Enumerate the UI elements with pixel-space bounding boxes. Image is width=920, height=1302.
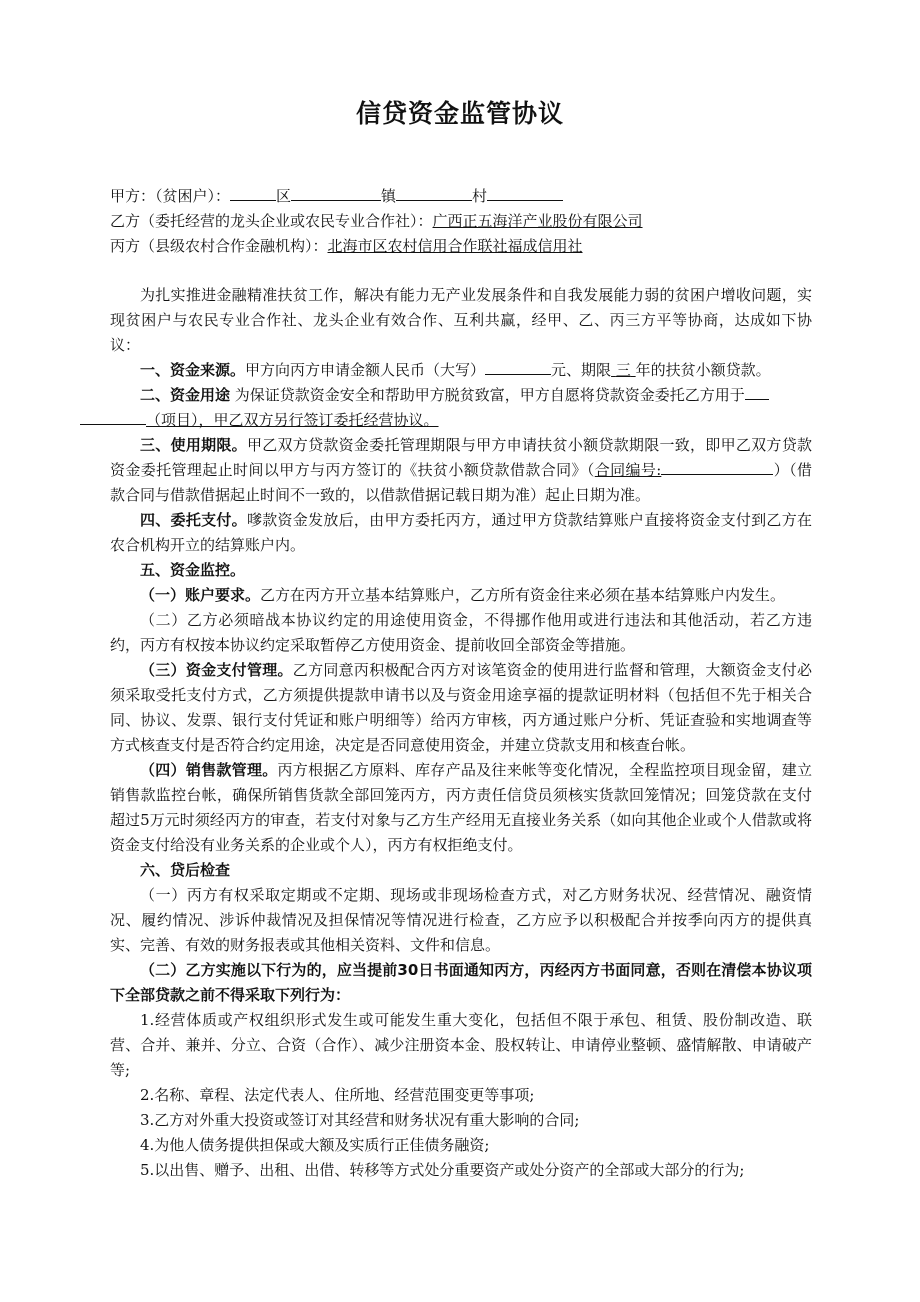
section-1-heading: 一、资金来源。 (140, 361, 246, 379)
agreement-body (110, 283, 812, 1183)
section-3-heading: 三、使用期限。 (140, 436, 247, 454)
party-bing-value: 北海市区农村信用合作联社福成信用社 (327, 237, 583, 255)
amount-blank (485, 358, 551, 375)
section-5-clause-1 (110, 583, 812, 608)
project-blank-1 (745, 383, 769, 400)
clause-1-text: 乙方在丙方开立基本结算账户，乙方所有资金往来必须在基本结算账户内发生。 (260, 586, 786, 604)
list-item: 3.乙方对外重大投资或签订对其经营和财务状况有重大影响的合同; (140, 1111, 580, 1129)
page-title: 信贷资金监管协议 (355, 99, 564, 128)
project-blank-2 (80, 408, 146, 425)
section-4 (110, 508, 812, 558)
section-2-project: （项目），甲乙双方另行签订委托经营协议。 (146, 411, 439, 429)
contract-number-blank (661, 458, 757, 475)
section-5-clause-4 (110, 758, 812, 858)
section-4-heading: 四、委托支付。 (140, 511, 247, 529)
party-yi-value: 广西正五海洋产业股份有限公司 (432, 212, 643, 230)
list-item: 4.为他人债务提供担保或大额及实质行正佳债务融资; (140, 1136, 490, 1154)
section-6-heading: 六、贷后检查 (140, 861, 231, 879)
village-name-blank (396, 184, 472, 201)
section-2 (110, 383, 812, 433)
party-bing-label: 丙方（县级农村合作金融机构）： (110, 237, 328, 255)
section-4-text: 嗲款资金发放后，由甲方委托丙方，通过甲方贷款结算账户直接将资金支付到乙方在农合机构开立的结算账户内。 (110, 511, 812, 554)
town-label: 镇 (381, 187, 397, 205)
section-5-heading: 五、资金监控。 (140, 561, 246, 579)
clause-3-heading: （三）资金支付管理。 (140, 661, 293, 679)
list-item: 2.名称、章程、法定代表人、住所地、经营范围变更等事项; (140, 1086, 535, 1104)
party-bing (110, 234, 812, 259)
loan-term: 三 (615, 361, 631, 379)
intro-paragraph: 为扎实推进金融精准扶贫工作，解决有能力无产业发展条件和自我发展能力弱的贫困户增收问题，实现贫困户与农民专业合作社、龙头企业有效合作、互利共赢，经甲、乙、丙三方平等协商，达成如下协议： (110, 286, 812, 354)
clause-4-text: 丙方根据乙方原料、库存产品及往来帐等变化情况，全程监控项目现金留，建立销售款监控台帐，确保所销售货款全部回笼丙方，丙方责任信贷员须核实货款回笼情况；回笼贷款在支付超过5万元时须经丙方的审查，若支付对象与乙方生产经用无直接业务关系（如向其他企业或个人借款或将资金支付给没有业务关系的企业或个人），丙方有权拒绝支付。 (110, 761, 812, 854)
district-label: 区 (276, 187, 292, 205)
section-3-text: 甲乙双方贷款资金委托管理期限与甲方申请扶贫小额贷款期限一致，即甲乙双方贷款资金委托管理起止时间以甲方与丙方签订的《扶贫小额贷款借款合同》（ (110, 436, 812, 479)
section-2-heading: 二、资金用途 (140, 386, 231, 404)
section-1 (110, 358, 812, 383)
section-3-text-2: ）（借款合同与借款借据起止时间不一致的，以借款借据记载日期为准）起止日期为准。 (110, 461, 812, 504)
section-5 (110, 558, 812, 583)
party-yi (110, 209, 812, 234)
parties-section (110, 184, 812, 259)
section-1-text-2: 元、期限 (551, 361, 612, 379)
section-2-text: 为保证贷款资金安全和帮助甲方脱贫致富，甲方自愿将贷款资金委托乙方用于 (230, 386, 745, 404)
village-blank (487, 184, 563, 201)
village-label: 村 (472, 187, 488, 205)
section-5-clause-2: （二）乙方必须暗战本协议约定的用途使用资金，不得挪作他用或进行违法和其他活动，若乙方违约，丙方有权按本协议约定采取暂停乙方使用资金、提前收回全部资金等措施。 (110, 611, 812, 654)
party-jia-label: 甲方：（贫困户）： (110, 187, 231, 205)
contract-number-label: 合同编号: (594, 461, 662, 479)
party-yi-label: 乙方（委托经营的龙头企业或农民专业合作社）： (110, 212, 433, 230)
list-item: 5.以出售、赠予、出租、出借、转移等方式处分重要资产或处分资产的全部或大部分的行为; (140, 1161, 745, 1179)
clause-3-text: 乙方同意丙积极配合丙方对该笔资金的使用进行监督和管理，大额资金支付必须采取受托支付方式，乙方须提供提款申请书以及与资金用途享福的提款证明材料（包括但不先于相关合同、协议、发票、银行支付凭证和账户明细等）给丙方审核，丙方通过账户分析、凭证查验和实地调查等方式核查支付是否符合约定用途，决定是否同意使用资金，并建立贷款支用和核查台帐。 (110, 661, 812, 754)
section-6 (110, 858, 812, 883)
town-blank (291, 184, 381, 201)
clause-1-heading: （一）账户要求。 (140, 586, 261, 604)
party-jia (110, 184, 812, 209)
section-6-clause-2: （二）乙方实施以下行为的，应当提前30日书面通知丙方，丙经丙方书面同意，否则在清偿本协议项下全部贷款之前不得采取下列行为： (110, 961, 812, 1004)
section-6-clause-1: （一）丙方有权采取定期或不定期、现场或非现场检查方式，对乙方财务状况、经营情况、融资情况、履约情况、涉诉仲裁情况及担保情况等情况进行检查，乙方应予以积极配合并按季向丙方的提供真实、完善、有效的财务报表或其他相关资料、文件和信息。 (110, 886, 812, 954)
list-item: 1.经营体质或产权组织形式发生或可能发生重大变化，包括但不限于承包、租赁、股份制改造、联营、合并、兼并、分立、合资（合作）、减少注册资本金、股权转让、申请停业整顿、盛情解散、申请破产等; (110, 1011, 812, 1079)
section-5-clause-3 (110, 658, 812, 758)
section-1-text-3: 年的扶贫小额贷款。 (635, 361, 771, 379)
district-blank (230, 184, 276, 201)
loan-term-value (611, 361, 636, 379)
section-3 (110, 433, 812, 508)
clause-4-heading: （四）销售款管理。 (140, 761, 278, 779)
contract-number-blank-2 (757, 458, 773, 475)
section-1-text: 甲方向丙方申请金额人民币（大写） (245, 361, 486, 379)
